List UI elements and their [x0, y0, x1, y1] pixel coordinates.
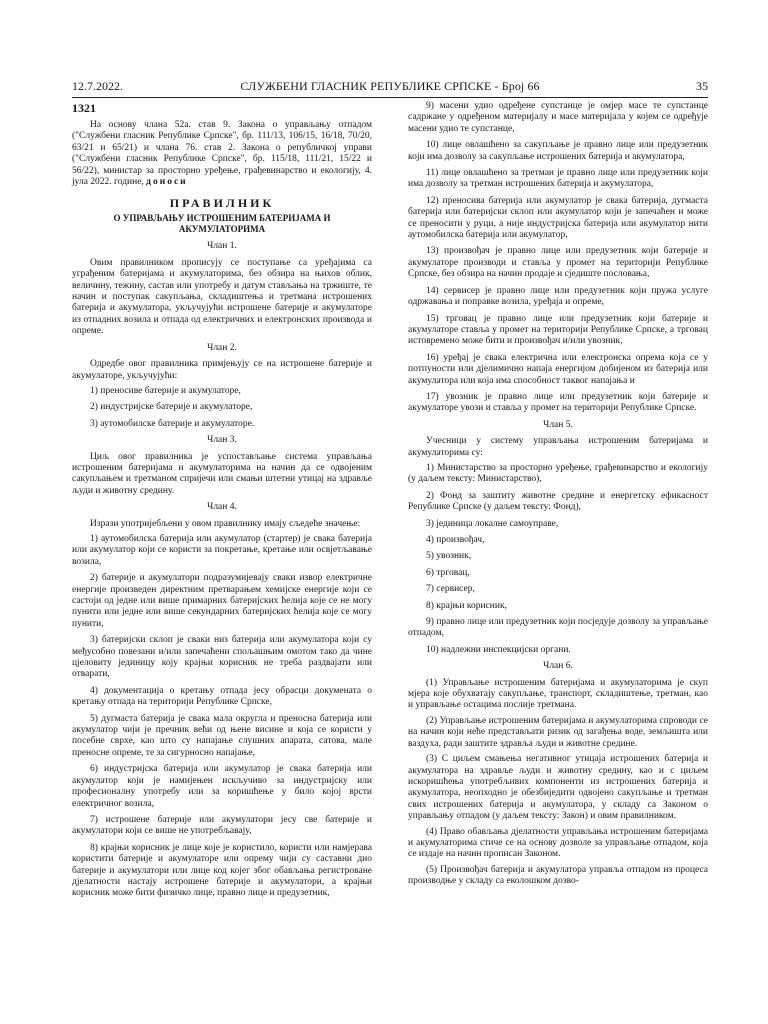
article-4-item: 9) масени удио одређене супстанце је омјер масе те супстанце садржане у одређеном материјалу и масе материјала у којем се одређује масени удио те супстанце,: [408, 101, 708, 134]
preamble: [72, 120, 372, 188]
header-rule: [72, 97, 708, 98]
article-4-item: 1) аутомобилска батерија или акумулатор (стартер) је свака батерија или акумулатор који се користи за покретање, кретање или освјетљавање возила,: [72, 533, 372, 567]
document-number: 1321: [72, 101, 96, 115]
article-5-item: 1) Министарство за просторно уређење, грађевинарство и екологију (у даљем тексту: Министарство),: [408, 462, 708, 485]
article-4-heading: Члан 4.: [207, 502, 237, 513]
article-6-paragraph: (3) С циљем смањења негативног утицаја истрошених батерија и акумулатора на здравље људи и животну средину, као и с циљем искоришћења употребљивих компоненти из истрошених батерија и акумулатора, неопходно је обезбиједити одвојено сакупљање и третман свих истрошених батерија и акумулатора, у складу са Законом о управљању отпадом (у даљем тексту: Закон) и овим правилником.: [408, 754, 708, 822]
article-4-item: 8) крајњи корисник је лице које је користило, користи или намјерава користити батерије и акумулаторе или опрему чији су саставни дио батерије и акумулатори или лице код којег због обављања регистроване дјелатности настају истрошене батерије и акумулатори, а крајњи корисник може бити физичко лице, правно лице и предузетник,: [72, 842, 372, 899]
article-5-item: 2) Фонд за заштиту животне средине и енергетску ефикасност Републике Српске (у даљем тексту: Фонд),: [408, 490, 708, 513]
article-5-item: 3) јединица локалне самоуправе,: [426, 518, 559, 529]
article-6-paragraph: (4) Право обављања дјелатности управљања истрошеним батеријама и акумулаторима стиче се на основу дозволе за управљање отпадом, која се издаје на начин прописан Законом.: [408, 826, 708, 860]
article-4-item: 15) трговац је правно лице или предузетник који батерије и акумулаторе ставља у промет на територији Републике Српске, а трговац истовремено може бити и произвођач и/или увозник,: [408, 313, 708, 347]
article-4-item: 5) дугмаста батерија је свака мала округла и преносна батерија или акумулатор чији је пречник већи од њене висине и која се користи у посебне сврхе, као што су напајање слушних апарата, сатова, мале преносне опреме, те за сигурносно напајање,: [72, 713, 372, 758]
header-date: 12.7.2022.: [72, 79, 123, 93]
article-2-item: 2) индустријске батерије и акумулаторе,: [90, 402, 253, 413]
article-6-paragraph: (2) Управљање истрошеним батеријама и акумулаторима спроводи се на начин који неће представљати ризик од загађења воде, земљишта или ваздуха, ради заштите здравља људи и животне средине.: [408, 715, 708, 749]
article-5-item: 4) произвођач,: [426, 535, 485, 545]
article-4-item: 3) батеријски склоп је сваки низ батерија или акумулатора који су међусобно повезани и/или запечаћени спољашњим омотом тако да чине цјеловиту јединицу коју крајњи корисник не треба раздвајати или отварати,: [72, 635, 372, 680]
article-5-item: 10) надлежни инспекцијски органи.: [426, 644, 571, 655]
article-5-item: 8) крајњи корисник,: [426, 600, 507, 611]
article-4-item: 12) преносива батерија или акумулатор је свака батерија, дугмаста батерија или батеријски склоп или акумулатор који је запечаћен и може се преносити у руци, а није индустријска батерија или акумулатор нити аутомобилска батерија или акумулатор,: [408, 195, 708, 241]
article-3-text: Циљ овог правилника је успостављање система управљања истрошеним батеријама и акумулаторима на начин да се одвојеним сакупљањем и третманом спријечи или смањи штетни утицај на здравље људи и животну средину.: [72, 451, 372, 496]
article-5-intro: Учесници у систему управљања истрошеним батеријама и акумулаторима су:: [408, 436, 708, 458]
article-5-item: 6) трговац,: [426, 567, 470, 578]
article-3-heading: Члан 3.: [207, 435, 237, 446]
article-4-item: 6) индустријска батерија или акумулатор је свака батерија или акумулатор који је намијењен искључиво за индустријску или професионалну употребу или за коришћење у било којој врсти електричног возила,: [72, 764, 372, 809]
article-4-item: 16) уређај је свака електрична или електронска опрема која се у потпуности или дјелимично напаја енергијом добијеном из батерија или акумулатора или која има способност таквог напајања и: [408, 352, 708, 386]
article-4-item: 4) документација о кретању отпада јесу обрасци докумената о кретању отпада на територији Републике Српске,: [72, 685, 372, 708]
header-gazette-title: СЛУЖБЕНИ ГЛАСНИК РЕПУБЛИКЕ СРПСКЕ - Број 66: [240, 79, 540, 93]
page-header: [72, 78, 708, 94]
left-column: [72, 101, 372, 905]
header-page-number: 35: [696, 79, 708, 93]
document-title: ПРАВИЛНИК: [169, 196, 275, 211]
article-4-item: 13) произвођач је правно лице или предузетник који батерије и акумулаторе производи и ставља у промет на територији Републике Српске, без обзира на начин продаје и сједиште пословања,: [408, 246, 708, 280]
right-column: [408, 101, 708, 892]
article-2-item: 1) преносиве батерије и акумулаторе,: [90, 385, 241, 396]
article-5-heading: Члан 5.: [543, 419, 573, 430]
document-subtitle: О УПРАВЉАЊУ ИСТРОШЕНИМ БАТЕРИЈАМА И АКУМУЛАТОРИМА: [113, 213, 331, 235]
article-1-text: Овим правилником прописују се поступање са уређајима са уграђеним батеријама и акумулаторима, без обзира на њихов облик, величину, тежину, састав или употребу и датум стављања на тржиште, те начин и поступак сакупљања, складиштења и третмана истрошених батерија и акумулатора, укључујући истрошене батерије и акумулаторе из отпадних возила и отпада од електричних и електронских производа и опреме.: [72, 257, 372, 337]
decision-word: доноси: [146, 177, 188, 188]
article-6-paragraph: (1) Управљање истрошеним батеријама и акумулаторима је скуп мјера које обухватају сакупљање, транспорт, складиштење, третман, као и управљање остацима послије третмана.: [408, 677, 708, 711]
article-2-item: 3) аутомобилске батерије и акумулаторе.: [90, 418, 255, 429]
article-4-item: 2) батерије и акумулатори подразумијевају сваки извор електричне енергије произведен директним претварањем хемијске енергије који се састоји од једне или више примарних батеријских ћелија које се не могу пунити или једне или више секундарних батеријских ћелија које се могу пунити,: [72, 573, 372, 629]
article-6-heading: Члан 6.: [543, 661, 573, 672]
article-4-item: 7) истрошене батерије или акумулатори јесу све батерије и акумулатори који се више не употребљавају,: [72, 814, 372, 837]
article-4-item: 14) сервисер је правно лице или предузетник који пружа услуге одржавања и поправке возила, уређаја и опреме,: [408, 285, 708, 308]
preamble-text: На основу члана 52а. став 9. Закона о управљању отпадом ("Службени гласник Републике Српске", бр. 111/13, 106/15, 16/18, 70/20, 63/21 и 65/21) и члана 76. став 2. Закона о републичкој управи ("Службени гласник Републике Српске", бр. 115/18, 111/21, 15/22 и 56/22), министар за просторно уређење, грађевинарство и екологију, 4. јула 2022. године,: [72, 120, 372, 188]
article-4-item: 17) увозник је правно лице или предузетник који батерије и акумулаторе увози и ставља у промет на територији Републике Српске.: [408, 391, 708, 414]
article-4-intro: Изрази употријебљени у овом правилнику имају сљедеће значење:: [90, 518, 361, 529]
article-4-item: 11) лице овлашћено за третман је правно лице или предузетник који има дозволу за третман истрошених батерија и акумулатора,: [408, 168, 708, 190]
article-1-heading: Члан 1.: [207, 241, 237, 252]
article-2-heading: Члан 2.: [207, 342, 237, 353]
article-6-paragraph: (5) Произвођач батерија и акумулатора управља отпадом из процеса производње у складу са еколошком дозво-: [408, 864, 708, 887]
article-2-intro: Одредбе овог правилника примјењују се на истрошене батерије и акумулаторе, укључујући:: [72, 359, 372, 381]
article-4-item: 10) лице овлашћено за сакупљање је правно лице или предузетник који има дозволу за сакупљање истрошених батерија и акумулатора,: [408, 140, 708, 162]
article-5-item: 9) правно лице или предузетник који посједује дозволу за управљање отпадом,: [408, 617, 708, 639]
article-5-item: 7) сервисер,: [426, 584, 475, 595]
article-5-item: 5) увозник,: [426, 551, 472, 562]
